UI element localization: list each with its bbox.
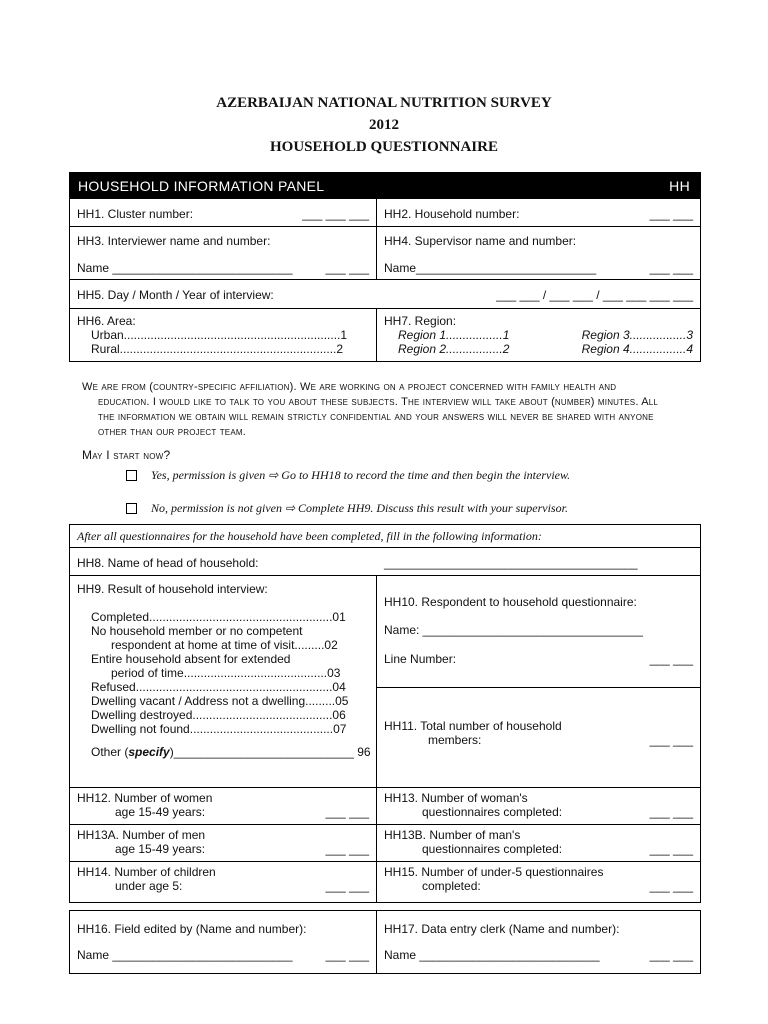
result-05[interactable]: Dwelling vacant / Address not a dwelling.........05 <box>91 694 349 708</box>
hh8-head-label: HH8. Name of head of household: <box>77 556 259 570</box>
hh14-children-count[interactable]: HH14. Number of children under age 5: ___ ___ <box>70 862 377 902</box>
region-4-option[interactable]: Region 4.................4 <box>581 342 693 356</box>
hh16-number-field[interactable]: ___ ___ <box>325 948 369 962</box>
hh4-name-field[interactable]: Name___________________________ <box>384 261 597 275</box>
hh3-name-field[interactable]: Name ___________________________ <box>77 261 293 275</box>
hh13-womens-questionnaires[interactable]: HH13. Number of woman's questionnaires completed: ___ ___ <box>384 791 693 819</box>
survey-year: 2012 <box>369 117 399 133</box>
start-question: May I start now? <box>82 448 171 462</box>
hh6-rural-option[interactable]: Rural.................................................................2 <box>91 342 344 356</box>
household-information-panel <box>69 172 701 362</box>
hh12-women-count[interactable]: HH12. Number of women age 15-49 years: ___ ___ <box>70 788 377 824</box>
no-checkbox[interactable] <box>126 503 137 514</box>
hh13-field[interactable]: ___ ___ <box>649 805 693 819</box>
result-01[interactable]: Completed.......................................................01 <box>91 610 346 624</box>
region-3-option[interactable]: Region 3.................3 <box>581 328 693 342</box>
hh17-data-entry-clerk[interactable]: HH17. Data entry clerk (Name and number): Name ___________________________ ___ ___ <box>384 922 693 962</box>
hh16-name-field[interactable]: Name ___________________________ <box>77 948 293 962</box>
hh10-respondent[interactable]: HH10. Respondent to household questionnaire: Name: _________________________________ Line Number: ___ ___ <box>377 576 700 688</box>
hh13b-field[interactable]: ___ ___ <box>649 842 693 856</box>
hh5-interview-date[interactable]: HH5. Day / Month / Year of interview: ___ ___ / ___ ___ / ___ ___ ___ ___ <box>77 288 693 302</box>
hh16-field-editor[interactable]: HH16. Field edited by (Name and number): Name ___________________________ ___ ___ <box>70 911 377 973</box>
survey-title: AZERBAIJAN NATIONAL NUTRITION SURVEY <box>216 95 552 111</box>
hh10-line-number-field[interactable]: ___ ___ <box>649 652 693 666</box>
household-results-panel <box>69 524 701 903</box>
hh12-field[interactable]: ___ ___ <box>325 805 369 819</box>
result-02-a: No household member or no competent <box>91 624 303 638</box>
hh8-head-field[interactable]: ______________________________________ <box>384 556 638 570</box>
hh2-household-number[interactable]: HH2. Household number: ___ ___ <box>384 207 693 221</box>
hh15-under5-questionnaires[interactable]: HH15. Number of under-5 questionnaires completed: ___ ___ <box>384 865 693 893</box>
hh17-number-field[interactable]: ___ ___ <box>649 948 693 962</box>
hh11-total-members[interactable]: HH11. Total number of household members: ___ ___ <box>384 719 693 747</box>
hh5-date-field[interactable]: ___ ___ / ___ ___ / ___ ___ ___ ___ <box>496 288 693 302</box>
panel-header-code: HH <box>669 178 690 194</box>
result-03[interactable]: period of time...........................................03 <box>111 666 341 680</box>
hh13a-field[interactable]: ___ ___ <box>325 842 369 856</box>
hh6-urban-option[interactable]: Urban.................................................................1 <box>91 328 348 342</box>
hh11-field[interactable]: ___ ___ <box>649 733 693 747</box>
hh17-name-field[interactable]: Name ___________________________ <box>384 948 600 962</box>
hh6-area[interactable]: HH6. Area: Urban.................................................................1 Rural.................................................................2 <box>70 309 377 361</box>
introduction-text: We are from (country-specific affiliation). We are working on a project concerned with family health and education. I would like to talk to you about these subjects. The interview will take about (number) minutes. All the information we obtain will remain strictly confidential and your answers will never be shared with anyone other than our project team. <box>82 381 659 438</box>
result-96-other[interactable]: Other (specify)___________________________ 96 <box>91 745 371 759</box>
completion-instruction: After all questionnaires for the household have been completed, fill in the following information: <box>70 525 700 548</box>
editing-panel <box>69 910 701 974</box>
hh15-field[interactable]: ___ ___ <box>649 879 693 893</box>
permission-yes-option[interactable]: Yes, permission is given ⇨ Go to HH18 to record the time and then begin the interview. <box>126 468 570 483</box>
hh4-supervisor[interactable]: HH4. Supervisor name and number: Name___________________________ ___ ___ <box>384 234 693 275</box>
region-2-option[interactable]: Region 2.................2 <box>398 342 510 356</box>
hh9-result[interactable]: HH9. Result of household interview: Completed.......................................................01 No household member or no competent respondent at home at time of visit.........02 Entire household absent for extended period of time...........................................03 Refused...........................................................04 Dwelling vacant / Address not a dwelling.........05 Dwelling destroyed..........................................06 Dwelling not found...........................................07 Other (specify)___________________________ 96 <box>70 576 377 787</box>
hh2-blank[interactable]: ___ ___ <box>649 207 693 221</box>
result-03-a: Entire household absent for extended <box>91 652 291 666</box>
hh10-name-field[interactable]: Name: _________________________________ <box>384 623 643 637</box>
questionnaire-title: HOUSEHOLD QUESTIONNAIRE <box>270 139 498 155</box>
hh3-number-field[interactable]: ___ ___ <box>325 261 369 275</box>
hh1-cluster-number[interactable]: HH1. Cluster number: ___ ___ ___ <box>70 199 377 226</box>
hh3-interviewer[interactable]: HH3. Interviewer name and number: Name ___________________________ ___ ___ <box>70 227 377 279</box>
panel-header-title: HOUSEHOLD INFORMATION PANEL <box>78 178 325 194</box>
result-06[interactable]: Dwelling destroyed..........................................06 <box>91 708 346 722</box>
panel-header <box>70 173 700 199</box>
result-07[interactable]: Dwelling not found...........................................07 <box>91 722 347 736</box>
hh13a-men-count[interactable]: HH13A. Number of men age 15-49 years: ___ ___ <box>70 825 377 861</box>
hh4-number-field[interactable]: ___ ___ <box>649 261 693 275</box>
region-1-option[interactable]: Region 1.................1 <box>398 328 510 342</box>
yes-checkbox[interactable] <box>126 470 137 481</box>
hh14-field[interactable]: ___ ___ <box>325 879 369 893</box>
permission-no-option[interactable]: No, permission is not given ⇨ Complete HH9. Discuss this result with your supervisor. <box>126 501 568 516</box>
result-04[interactable]: Refused...........................................................04 <box>91 680 346 694</box>
result-02[interactable]: respondent at home at time of visit.........02 <box>111 638 338 652</box>
hh7-region[interactable]: HH7. Region: Region 1.................1 Region 3.................3 Region 2.................2 Region 4.................4 <box>384 314 693 356</box>
hh1-blank[interactable]: ___ ___ ___ <box>302 207 369 221</box>
hh13b-mens-questionnaires[interactable]: HH13B. Number of man's questionnaires completed: ___ ___ <box>384 828 693 856</box>
